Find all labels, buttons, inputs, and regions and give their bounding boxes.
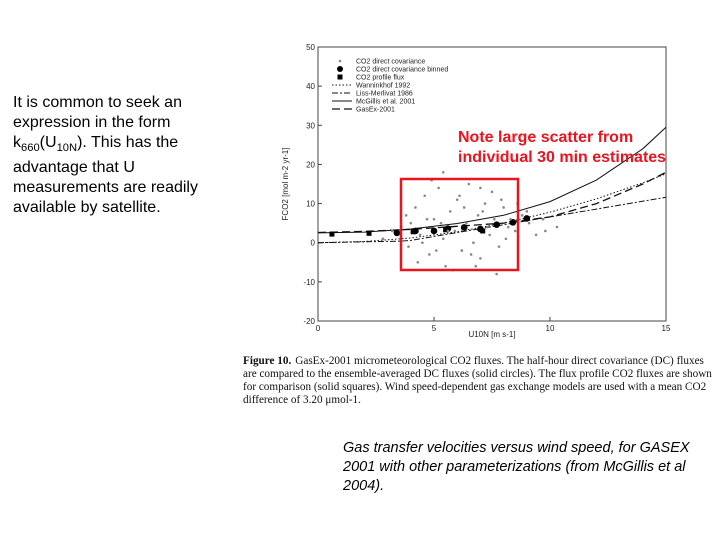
y-tick-label: 30 (306, 121, 315, 131)
scatter-point (544, 230, 547, 233)
scatter-point (495, 273, 498, 276)
legend (332, 59, 448, 114)
scatter-point (444, 265, 447, 268)
legend-label: Liss-Merlivat 1986 (356, 90, 413, 98)
scatter-point (468, 183, 471, 186)
scatter-point (465, 222, 468, 225)
scatter-point (502, 206, 505, 209)
scatter-point (488, 234, 491, 237)
scatter-point (484, 202, 487, 205)
scatter-point (535, 234, 538, 237)
x-axis-label: U10N [m s-1] (468, 330, 516, 339)
subcaption: Gas transfer velocities versus wind speed, for GASEX 2001 with other parameterizations (from McGillis et al 2004). (343, 440, 690, 494)
scatter-point (433, 218, 436, 221)
y-axis-label: FCO2 [mol m-2 yr-1] (281, 147, 290, 221)
scatter-point (442, 238, 445, 241)
scatter-point (505, 238, 508, 241)
y-tick-label: 50 (306, 43, 315, 52)
scatter-point (477, 214, 480, 217)
scatter-point (526, 210, 529, 213)
scatter-point (407, 245, 410, 248)
k-subscript: 660 (21, 142, 40, 155)
profile-point (367, 231, 372, 236)
y-tick-label: 0 (310, 238, 315, 248)
legend-label: GasEx-2001 (356, 106, 395, 114)
scatter-point (481, 210, 484, 213)
scatter-point (479, 257, 482, 260)
k-symbol: k (13, 134, 21, 151)
scatter-point (514, 230, 517, 233)
scatter-point (470, 253, 473, 256)
scatter-point (479, 187, 482, 190)
binned-point (524, 215, 531, 222)
intro-text (13, 93, 238, 218)
scatter-point (461, 249, 464, 252)
u-symbol: (U (39, 134, 57, 151)
x-tick-label: 10 (545, 324, 555, 333)
scatter-point (426, 218, 429, 221)
scatter-point (435, 249, 438, 252)
scatter-point (447, 230, 450, 233)
intro-rest: ). This has the advantage that U measurements are readily available by satellite. (13, 134, 198, 217)
scatter-point (472, 241, 475, 244)
legend-label: McGillis et al. 2001 (356, 98, 416, 106)
data-points (329, 171, 558, 275)
scatter-point (423, 194, 426, 197)
legend-label: Wanninkhof 1992 (356, 82, 411, 90)
x-tick-label: 0 (315, 324, 321, 333)
scatter-point (440, 222, 443, 225)
scatter-point (428, 253, 431, 256)
x-tick-label: 5 (431, 324, 437, 333)
scatter-point (414, 206, 417, 209)
binned-point (493, 221, 500, 228)
y-tick-label: -20 (303, 317, 315, 326)
scatter-point (391, 230, 394, 233)
scatter-point (491, 191, 494, 194)
legend-marker (337, 66, 343, 72)
figure-caption (243, 355, 713, 407)
binned-point (394, 230, 401, 237)
scatter-point (437, 187, 440, 190)
scatter-note: Note large scatter from individual 30 min estimates (458, 129, 667, 166)
scatter-point (449, 210, 452, 213)
y-tick-label: -10 (303, 277, 315, 287)
legend-label: CO2 direct covariance (356, 58, 426, 66)
scatter-point (507, 226, 510, 229)
binned-point (461, 224, 468, 231)
scatter-point (382, 238, 385, 241)
figure-caption-text: GasEx-2001 micrometeorological CO2 fluxes. The half-hour direct covariance (DC) fluxes are compared to the ensemble-averaged DC fluxes (solid circles). The flux profile CO2 fluxes are shown for comparison (solid squares). Wind speed-dependent gas exchange models are used with a mean CO2 difference of 3.20 μmol-1. (243, 355, 712, 406)
scatter-point (486, 226, 489, 229)
binned-point (431, 228, 438, 235)
scatter-point (528, 222, 531, 225)
scatter-point (474, 265, 477, 268)
profile-point (411, 229, 416, 234)
intro-line: It is common to seek an expression in the form (13, 94, 182, 131)
profile-point (329, 232, 334, 237)
x-tick-label: 15 (661, 324, 671, 333)
scatter-point (405, 214, 408, 217)
legend-label: CO2 direct covariance binned (356, 66, 449, 74)
scatter-point (421, 241, 424, 244)
scatter-point (521, 214, 524, 217)
scatter-point (500, 198, 503, 201)
scatter-point (498, 245, 501, 248)
scatter-point (509, 218, 512, 221)
scatter-point (458, 194, 461, 197)
scatter-point (493, 218, 496, 221)
scatter-point (416, 261, 419, 264)
u-subscript: 10N (56, 142, 78, 155)
y-tick-label: 40 (306, 82, 315, 92)
scatter-point (454, 230, 457, 233)
scatter-point (556, 226, 559, 229)
scatter-point (410, 222, 413, 225)
scatter-point (442, 171, 445, 174)
scatter-point (456, 198, 459, 201)
profile-point (480, 228, 485, 233)
figure-label: Figure 10. (243, 355, 292, 367)
y-tick-label: 20 (306, 160, 315, 170)
series-line (318, 197, 666, 242)
legend-marker (338, 75, 343, 80)
series-line (318, 172, 666, 232)
scatter-point (419, 234, 422, 237)
y-tick-label: 10 (306, 199, 315, 209)
highlight-box (401, 179, 518, 270)
legend-marker (339, 60, 342, 63)
legend-label: CO2 profile flux (356, 74, 405, 82)
scatter-point (463, 206, 466, 209)
scatter-point (542, 218, 545, 221)
